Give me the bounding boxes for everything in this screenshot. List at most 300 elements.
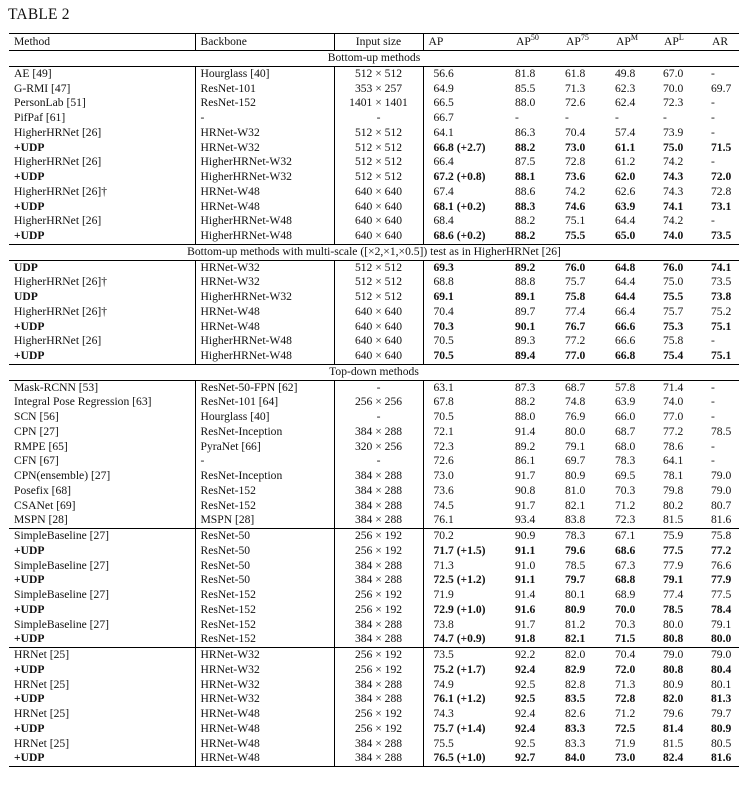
table-cell: 73.0	[611, 751, 659, 766]
table-cell: 80.1	[711, 677, 732, 691]
table-cell: -	[711, 96, 715, 110]
table-cell: 82.1	[565, 498, 586, 512]
table-cell: 640 × 640	[334, 229, 423, 244]
table-cell: 87.3	[515, 380, 536, 394]
table-cell: 73.8	[711, 290, 732, 303]
table-cell: 91.1	[515, 573, 536, 587]
table-cell: HigherHRNet-W32	[195, 290, 334, 305]
table-cell: CPN(ensemble) [27]	[9, 469, 195, 484]
table-cell: Hourglass [40]	[195, 410, 334, 425]
table-cell: 72.8	[615, 692, 636, 706]
table-cell: -	[711, 439, 715, 453]
table-cell: HRNet-W32	[195, 275, 334, 290]
table-row	[9, 380, 739, 395]
table-cell: 92.7	[511, 751, 561, 766]
table-cell: HRNet-W48	[195, 320, 334, 335]
table-cell: 82.4	[659, 751, 707, 766]
col-apl: $AP^L$	[664, 33, 684, 48]
table-cell: 74.3	[663, 184, 684, 198]
table-cell: 79.0	[711, 483, 732, 497]
table-cell: 67.3	[615, 558, 636, 572]
table-cell: 74.2	[663, 214, 684, 228]
table-cell: 77.9	[711, 573, 732, 587]
section-title: Bottom-up methods	[9, 51, 739, 67]
table-cell: HRNet-W48	[195, 305, 334, 320]
table-row	[9, 185, 739, 200]
table-cell: HRNet-W48	[195, 200, 334, 215]
table-cell: 75.1	[711, 349, 732, 362]
table-cell: ResNet-50	[195, 573, 334, 588]
table-cell: 67.1	[611, 529, 659, 544]
table-cell: 512 × 512	[334, 126, 423, 141]
table-cell: 82.8	[565, 677, 586, 691]
table-cell: HigherHRNet-W48	[195, 214, 334, 229]
table-cell: 89.1	[515, 290, 536, 303]
table-cell: HRNet-W32	[195, 678, 334, 693]
table-cell: 88.1	[515, 170, 536, 183]
table-cell: ResNet-Inception	[195, 469, 334, 484]
table-cell: HRNet-W32	[195, 260, 334, 275]
table-row	[9, 722, 739, 737]
table-cell: HRNet-W48	[195, 185, 334, 200]
table-cell: 353 × 257	[334, 82, 423, 97]
col-apm: $AP^M$	[616, 33, 638, 48]
table-cell: 384 × 288	[334, 678, 423, 693]
table-row	[9, 82, 739, 97]
table-row	[9, 559, 739, 574]
table-cell: 88.6	[515, 184, 536, 198]
table-cell: 56.6	[433, 66, 454, 80]
table-row	[9, 141, 739, 156]
table-cell: 66.7	[433, 111, 454, 124]
table-cell: 75.3	[663, 319, 684, 333]
table-cell: 71.4	[663, 380, 684, 394]
table-row	[9, 334, 739, 349]
table-cell: -	[711, 410, 715, 423]
table-cell: 80.5	[711, 736, 732, 750]
table-row	[9, 632, 739, 647]
table-cell: 82.0	[561, 648, 611, 663]
table-cell: 74.7 (+0.9)	[433, 632, 486, 646]
section-header	[9, 364, 739, 380]
table-cell: 68.7	[615, 424, 636, 438]
table-cell: 77.2	[663, 424, 684, 438]
table-cell: -	[195, 454, 334, 469]
table-cell: 384 × 288	[334, 513, 423, 528]
table-cell: 77.2	[565, 334, 586, 348]
table-cell: -	[334, 380, 423, 395]
table-row	[9, 737, 739, 752]
table-cell: ResNet-152	[195, 632, 334, 647]
table-cell: 512 × 512	[334, 155, 423, 170]
table-cell: 72.3	[663, 96, 684, 110]
table-cell: Mask-RCNN [53]	[9, 380, 195, 395]
table-cell: 89.3	[515, 334, 536, 348]
table-cell: 81.2	[565, 617, 586, 631]
table-cell: 92.4	[515, 721, 536, 735]
table-cell: 68.8	[433, 275, 454, 289]
table-cell: 80.7	[711, 498, 732, 512]
table-cell: ResNet-101	[195, 82, 334, 97]
table-cell: 88.0	[515, 96, 536, 110]
table-cell: 64.1	[433, 125, 454, 139]
table-cell: Posefix [68]	[9, 484, 195, 499]
table-row	[9, 200, 739, 215]
table-cell: 512 × 512	[334, 170, 423, 185]
table-cell: 75.8	[565, 290, 586, 303]
table-cell: Hourglass [40]	[195, 66, 334, 81]
table-cell: 73.8	[433, 617, 454, 631]
table-cell: 80.4	[711, 662, 732, 676]
table-cell: 79.6	[663, 707, 684, 720]
table-cell: ResNet-152	[195, 499, 334, 514]
table-cell: 77.0	[663, 410, 684, 423]
table-cell: 72.5 (+1.2)	[433, 573, 486, 587]
table-cell: 512 × 512	[334, 141, 423, 156]
table-cell: 78.4	[711, 602, 732, 616]
table-cell: 70.3	[433, 319, 454, 333]
table-cell: -	[711, 454, 715, 468]
table-cell: 74.2	[663, 155, 684, 169]
table-cell: 76.5 (+1.0)	[423, 751, 511, 766]
table-cell: 80.0	[711, 632, 732, 646]
table-cell: HRNet-W48	[195, 737, 334, 752]
table-cell: 70.0	[663, 81, 684, 95]
table-cell: 73.6	[433, 483, 454, 497]
table-cell: 640 × 640	[334, 334, 423, 349]
table-cell: 57.8	[615, 380, 636, 394]
table-cell: 70.2	[423, 529, 511, 544]
table-cell: CSANet [69]	[9, 499, 195, 514]
table-cell: 70.5	[433, 410, 454, 423]
table-cell: 72.9 (+1.0)	[433, 602, 486, 616]
table-row	[9, 229, 739, 244]
table-cell: 89.2	[515, 439, 536, 453]
table-cell: +UDP	[9, 692, 195, 707]
table-cell: 85.5	[515, 81, 536, 95]
table-cell: 88.2	[515, 214, 536, 228]
table-cell: 81.4	[663, 721, 684, 735]
table-cell: HRNet-W32	[195, 141, 334, 156]
table-cell: ResNet-152	[195, 588, 334, 603]
table-cell: 62.0	[615, 170, 636, 183]
table-cell: 384 × 288	[334, 751, 423, 766]
table-cell: MSPN [28]	[195, 513, 334, 528]
col-ap50: AP$^{50}$	[516, 33, 539, 48]
table-cell: 66.5	[433, 96, 454, 110]
table-cell: 73.5	[711, 229, 732, 242]
table-cell: HRNet [25]	[9, 648, 195, 663]
table-cell: 79.6	[565, 543, 586, 557]
table-row	[9, 170, 739, 185]
table-cell: 512 × 512	[334, 260, 423, 275]
col-backbone: Backbone	[195, 34, 334, 51]
table-cell: PersonLab [51]	[9, 96, 195, 111]
table-cell: 79.1	[565, 439, 586, 453]
table-cell: 80.0	[663, 617, 684, 631]
table-cell: 71.3	[565, 81, 586, 95]
table-cell: 512 × 512	[334, 275, 423, 290]
table-cell: 79.1	[711, 617, 732, 631]
table-cell: -	[334, 454, 423, 469]
table-cell: 80.2	[663, 498, 684, 512]
table-cell: 72.6	[433, 454, 454, 468]
table-cell: +UDP	[9, 200, 195, 215]
table-cell: 81.0	[565, 483, 586, 497]
table-cell: 65.0	[615, 229, 636, 242]
table-cell: 76.1 (+1.2)	[433, 692, 486, 706]
table-cell: 83.3	[565, 721, 586, 735]
table-cell: 74.9	[433, 677, 454, 691]
table-cell: HRNet-W48	[195, 722, 334, 737]
table-cell: 76.7	[565, 319, 586, 333]
table-cell: 72.0	[711, 170, 732, 183]
table-row	[9, 573, 739, 588]
table-row	[9, 410, 739, 425]
table-cell: +UDP	[9, 663, 195, 678]
table-row	[9, 260, 739, 275]
table-cell: 83.5	[565, 692, 586, 706]
table-body	[9, 51, 739, 767]
table-cell: 73.0	[433, 469, 454, 482]
table-cell: 73.6	[565, 170, 586, 183]
table-cell: 75.7 (+1.4)	[433, 721, 486, 735]
table-cell: +UDP	[9, 632, 195, 647]
col-ap75: AP$^{75}$	[566, 33, 589, 48]
table-cell: 76.0	[663, 260, 684, 274]
table-cell: 62.3	[615, 81, 636, 95]
table-cell: 71.2	[615, 707, 636, 720]
table-cell: 384 × 288	[334, 425, 423, 440]
table-cell: +UDP	[9, 229, 195, 244]
table-cell: 88.3	[515, 199, 536, 213]
table-cell: 91.1	[515, 543, 536, 557]
table-cell: 78.3	[615, 454, 636, 468]
table-row	[9, 275, 739, 290]
table-cell: 62.4	[615, 96, 636, 110]
table-cell: 62.6	[615, 184, 636, 198]
table-cell: 61.2	[615, 155, 636, 169]
table-cell: ResNet-152	[195, 603, 334, 618]
table-cell: 76.0	[565, 260, 586, 274]
table-cell: 73.0	[565, 140, 586, 154]
table-cell: 77.9	[663, 558, 684, 572]
table-cell: 91.7	[515, 498, 536, 512]
table-cell: 72.5	[615, 721, 636, 735]
table-cell: 256 × 192	[334, 588, 423, 603]
table-row	[9, 440, 739, 455]
table-cell: 75.1	[711, 319, 732, 333]
table-cell: -	[711, 111, 715, 124]
table-cell: 74.8	[565, 395, 586, 409]
table-cell: 512 × 512	[334, 290, 423, 305]
table-cell: 66.0	[615, 410, 636, 423]
table-cell: 49.8	[615, 66, 636, 80]
table-row	[9, 290, 739, 305]
table-row	[9, 484, 739, 499]
table-cell: 69.7	[711, 81, 732, 95]
table-cell: -	[615, 111, 619, 124]
table-cell: 77.4	[663, 588, 684, 601]
table-cell: 71.9	[615, 736, 636, 750]
table-header	[9, 34, 739, 51]
table-row	[9, 707, 739, 722]
table-cell: ResNet-50	[195, 559, 334, 574]
table-cell: 79.7	[565, 573, 586, 587]
table-cell: 71.3	[433, 558, 454, 572]
table-cell: 75.2 (+1.7)	[433, 662, 486, 676]
table-cell: 89.4	[515, 349, 536, 362]
table-cell: 73.1	[711, 199, 732, 213]
table-cell: 79.0	[707, 648, 739, 663]
table-cell: 69.1	[433, 290, 454, 303]
table-cell: 79.8	[663, 483, 684, 497]
table-cell: ResNet-152	[195, 618, 334, 633]
table-cell: 63.9	[615, 395, 636, 409]
table-row	[9, 395, 739, 410]
table-row	[9, 349, 739, 364]
table-cell: 80.8	[663, 662, 684, 676]
table-cell: +UDP	[9, 573, 195, 588]
table-cell: 78.3	[561, 529, 611, 544]
table-cell: SimpleBaseline [27]	[9, 529, 195, 544]
table-cell: CFN [67]	[9, 454, 195, 469]
table-cell: ResNet-50-FPN [62]	[195, 380, 334, 395]
table-cell: 64.4	[615, 290, 636, 303]
table-cell: 75.5	[663, 290, 684, 303]
table-cell: 68.8	[615, 573, 636, 587]
table-cell: AE [49]	[9, 66, 195, 81]
table-cell: 75.4	[663, 349, 684, 362]
table-cell: -	[711, 155, 715, 169]
table-cell: SimpleBaseline [27]	[9, 618, 195, 633]
table-cell: 384 × 288	[334, 559, 423, 574]
table-cell: 384 × 288	[334, 737, 423, 752]
table-cell: +UDP	[9, 320, 195, 335]
section-header	[9, 244, 739, 260]
table-cell: 70.5	[433, 334, 454, 348]
table-cell: 256 × 256	[334, 395, 423, 410]
table-cell: 68.7	[565, 380, 586, 394]
table-cell: HigherHRNet-W48	[195, 229, 334, 244]
table-cell: -	[711, 395, 715, 409]
table-cell: G-RMI [47]	[9, 82, 195, 97]
table-cell: 79.7	[711, 707, 732, 720]
table-row	[9, 529, 739, 544]
table-cell: 67.8	[433, 395, 454, 409]
table-cell: 82.0	[663, 692, 684, 706]
table-cell: 384 × 288	[334, 632, 423, 647]
col-ar: AR	[712, 35, 729, 48]
table-row	[9, 603, 739, 618]
table-row	[9, 648, 739, 663]
table-cell: SCN [56]	[9, 410, 195, 425]
table-cell: 79.0	[659, 648, 707, 663]
table-cell: -	[711, 66, 715, 80]
table-cell: Integral Pose Regression [63]	[9, 395, 195, 410]
table-cell: 92.2	[511, 648, 561, 663]
table-cell: +UDP	[9, 751, 195, 766]
table-cell: -	[711, 214, 715, 228]
table-cell: 77.2	[711, 543, 732, 557]
table-cell: 74.6	[565, 199, 586, 213]
table-cell: 69.5	[615, 469, 636, 482]
table-cell: 70.3	[615, 483, 636, 497]
table-cell: 384 × 288	[334, 499, 423, 514]
table-cell: 80.1	[565, 588, 586, 601]
table-cell: HigherHRNet [26]†	[9, 305, 195, 320]
table-cell: 68.4	[433, 214, 454, 228]
table-cell: 82.6	[565, 707, 586, 720]
col-method: Method	[9, 34, 195, 51]
table-cell: 66.6	[615, 319, 636, 333]
table-cell: 80.9	[663, 677, 684, 691]
table-cell: 70.4	[611, 648, 659, 663]
table-cell: 86.1	[515, 454, 536, 468]
table-cell: 64.9	[433, 81, 454, 95]
table-cell: 70.0	[615, 602, 636, 616]
table-cell: 80.9	[565, 602, 586, 616]
table-cell: 74.3	[663, 170, 684, 183]
table-cell: -	[515, 111, 519, 124]
table-cell: 74.5	[433, 498, 454, 512]
table-cell: 91.0	[515, 558, 536, 572]
table-cell: 74.0	[663, 395, 684, 409]
table-cell: 81.6	[707, 751, 739, 766]
table-cell: 73.5	[423, 648, 511, 663]
table-cell: 72.8	[711, 184, 732, 198]
table-cell: 71.5	[711, 140, 732, 154]
table-cell: 92.5	[515, 736, 536, 750]
table-cell: 87.5	[515, 155, 536, 169]
table-cell: 75.8	[663, 334, 684, 348]
table-cell: CPN [27]	[9, 425, 195, 440]
table-row	[9, 111, 739, 126]
table-cell: -	[711, 125, 715, 139]
table-cell: -	[334, 410, 423, 425]
table-cell: 81.5	[663, 513, 684, 527]
table-cell: 80.0	[565, 424, 586, 438]
table-cell: 91.6	[515, 602, 536, 616]
table-cell: 256 × 192	[334, 707, 423, 722]
table-cell: 71.2	[615, 498, 636, 512]
table-cell: 78.1	[663, 469, 684, 482]
table-cell: -	[711, 334, 715, 348]
table-cell: 72.8	[565, 155, 586, 169]
table-cell: 384 × 288	[334, 692, 423, 707]
table-cell: 72.0	[615, 662, 636, 676]
table-cell: 75.0	[663, 275, 684, 289]
table-cell: 77.5	[711, 588, 732, 601]
table-cell: HigherHRNet-W48	[195, 334, 334, 349]
table-cell: +UDP	[9, 722, 195, 737]
table-cell: 78.6	[663, 439, 684, 453]
table-caption: TABLE 2	[8, 6, 70, 23]
table-cell: 69.7	[565, 454, 586, 468]
table-cell: 75.8	[707, 529, 739, 544]
table-cell: 640 × 640	[334, 214, 423, 229]
table-cell: 80.9	[565, 469, 586, 482]
table-row	[9, 499, 739, 514]
table-cell: 75.7	[565, 275, 586, 289]
table-row	[9, 96, 739, 111]
table-cell: -	[711, 380, 715, 394]
table-cell: ResNet-152	[195, 96, 334, 111]
table-cell: 72.3	[615, 513, 636, 527]
table-cell: 75.1	[565, 214, 586, 228]
table-cell: 86.3	[515, 125, 536, 139]
table-cell: 77.5	[663, 543, 684, 557]
